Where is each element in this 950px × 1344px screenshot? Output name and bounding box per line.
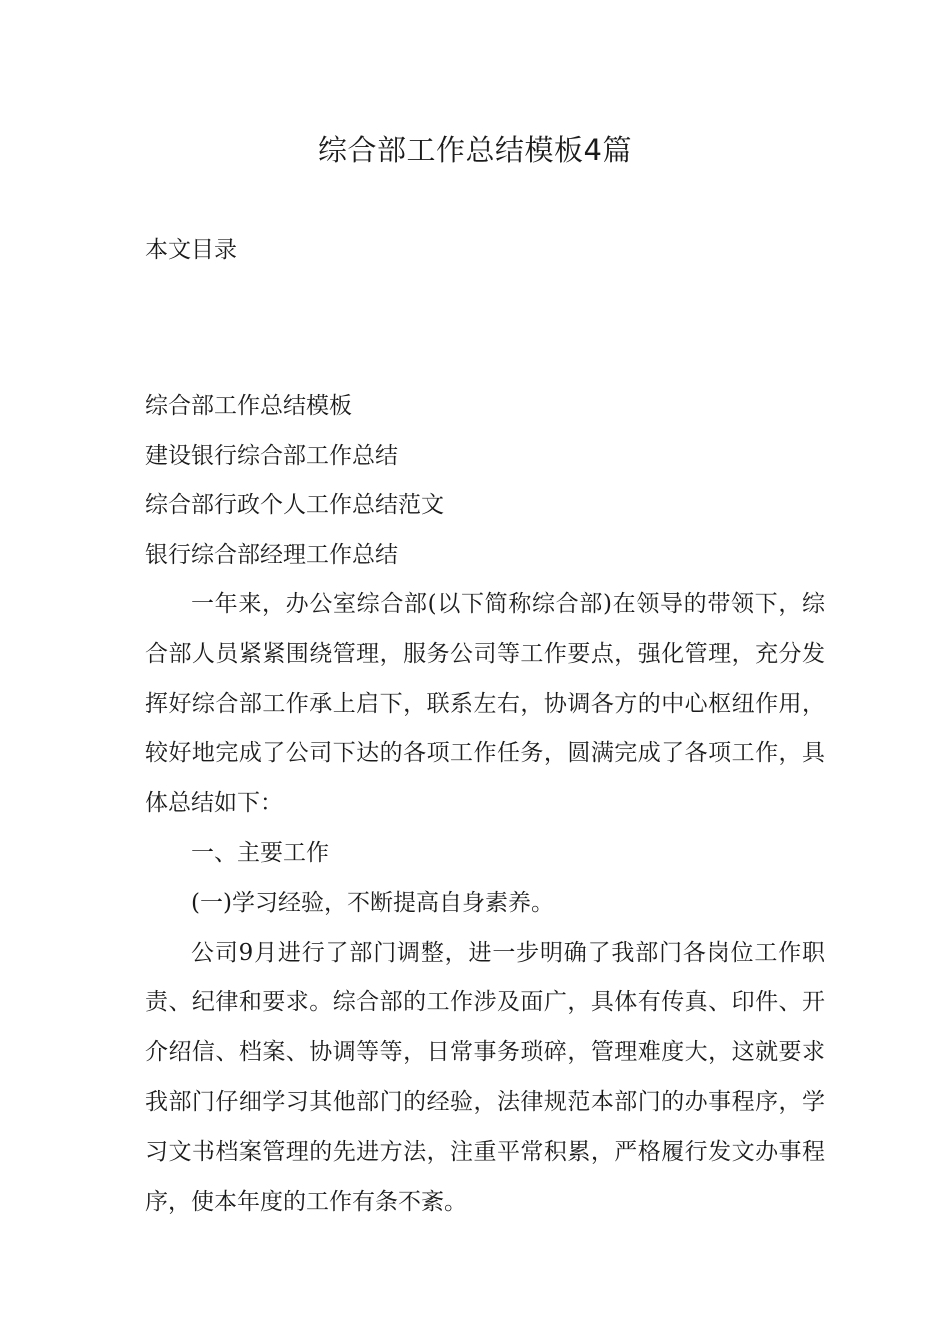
toc-item[interactable]: 综合部工作总结模板 xyxy=(145,393,352,419)
paragraph-body: 公司9月进行了部门调整，进一步明确了我部门各岗位工作职责、纪律和要求。综合部的工作涉及面广，具体有传真、印件、开介绍信、档案、协调等等，日常事务琐碎，管理难度大，这就要求我部门仔细学习其他部门的经验，法律规范本部门的办事程序，学习文书档案管理的先进方法，注重平常积累，严格履行发文办事程序，使本年度的工作有条不紊。 xyxy=(145,939,825,1215)
table-of-contents xyxy=(145,382,444,580)
paragraph-intro: 一年来，办公室综合部(以下简称综合部)在领导的带领下，综合部人员紧紧围绕管理，服务公司等工作要点，强化管理，充分发挥好综合部工作承上启下，联系左右，协调各方的中心枢纽作用，较好地完成了公司下达的各项工作任务，圆满完成了各项工作，具体总结如下： xyxy=(145,591,825,817)
toc-item[interactable]: 综合部行政个人工作总结范文 xyxy=(145,492,444,518)
section-heading: 一、主要工作 xyxy=(191,839,329,866)
subsection-heading: (一)学习经验，不断提高自身素养。 xyxy=(191,889,554,916)
toc-item[interactable]: 建设银行综合部工作总结 xyxy=(145,442,398,469)
document-body xyxy=(145,580,825,1227)
toc-heading: 本文目录 xyxy=(145,237,237,263)
toc-item[interactable]: 银行综合部经理工作总结 xyxy=(145,541,398,568)
document-title: 综合部工作总结模板4篇 xyxy=(318,133,632,167)
